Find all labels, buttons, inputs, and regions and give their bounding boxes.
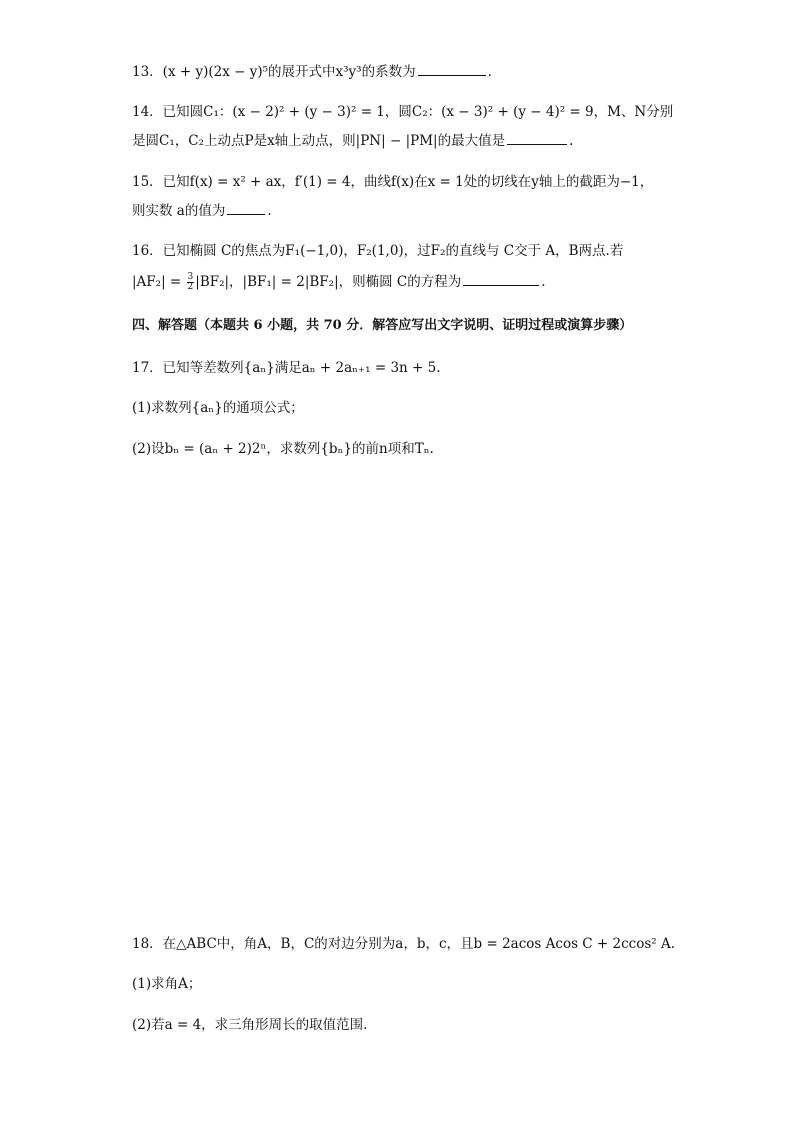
q16-text-1: 16．已知椭圆 C的焦点为F₁(−1,0)，F₂(1,0)，过F₂的直线与 C交于 A，B两点.若 <box>132 243 624 259</box>
q17-part2-text: (2)设bₙ = (aₙ + 2)2ⁿ，求数列{bₙ}的前n项和Tₙ. <box>132 441 434 457</box>
question-13 <box>132 61 492 82</box>
q13-text: 13．(x + y)(2x − y)⁵的展开式中x³y³的系数为 <box>132 64 416 80</box>
question-16-line2 <box>132 271 546 292</box>
q17-stem-text: 17．已知等差数列{aₙ}满足aₙ + 2aₙ₊₁ = 3n + 5. <box>132 360 441 376</box>
q15-period: . <box>267 203 272 219</box>
q17-part1-text: (1)求数列{aₙ}的通项公式； <box>132 400 304 416</box>
q13-answer-blank <box>418 61 486 76</box>
question-17-part1 <box>132 398 304 418</box>
question-14-line2 <box>132 130 573 151</box>
q16-text-2b: |BF₂|，|BF₁| = 2|BF₂|，则椭圆 C的方程为 <box>195 274 462 290</box>
question-18-part1 <box>132 974 201 994</box>
q16-fraction-numerator: 3 <box>187 272 194 282</box>
question-18-stem <box>132 934 675 954</box>
q15-text-1: 15．已知f(x) = x² + ax，f′(1) = 4，曲线f(x)在x = 1处的切线在y轴上的截距为−1， <box>132 174 654 190</box>
q18-part1-text: (1)求角A； <box>132 976 202 992</box>
q14-text-2: 是圆C₁，C₂上动点P是x轴上动点，则|PN| − |PM|的最大值是 <box>132 133 506 149</box>
q16-answer-blank <box>463 271 539 286</box>
question-17-part2 <box>132 439 434 459</box>
section-4-title <box>132 316 632 336</box>
question-15-line2 <box>132 200 272 221</box>
question-15-line1 <box>132 172 653 192</box>
q16-period: . <box>541 274 546 290</box>
question-16-line1 <box>132 241 623 261</box>
q14-period: . <box>569 133 574 149</box>
q15-answer-blank <box>227 200 265 215</box>
q14-answer-blank <box>507 130 567 145</box>
q16-text-2a: |AF₂| = <box>132 274 186 290</box>
q16-fraction <box>187 273 195 292</box>
question-18-part2 <box>132 1015 367 1035</box>
q16-fraction-denominator: 2 <box>187 282 194 292</box>
question-17-stem <box>132 358 441 378</box>
q18-stem-text: 18．在△ABC中，角A，B，C的对边分别为a，b，c，且b = 2acos Acos C + 2ccos² A. <box>132 936 676 952</box>
question-14-line1 <box>132 102 673 122</box>
q15-text-2: 则实数 a的值为 <box>132 203 226 219</box>
section-4-title-text: 四、解答题（本题共 6 小题，共 70 分．解答应写出文字说明、证明过程或演算步骤） <box>132 318 633 333</box>
q13-period: . <box>487 64 492 80</box>
q18-part2-text: (2)若a = 4，求三角形周长的取值范围. <box>132 1017 368 1033</box>
q14-text-1: 14．已知圆C₁：(x − 2)² + (y − 3)² = 1，圆C₂：(x − 3)² + (y − 4)² = 9，M、N分别 <box>132 104 674 120</box>
